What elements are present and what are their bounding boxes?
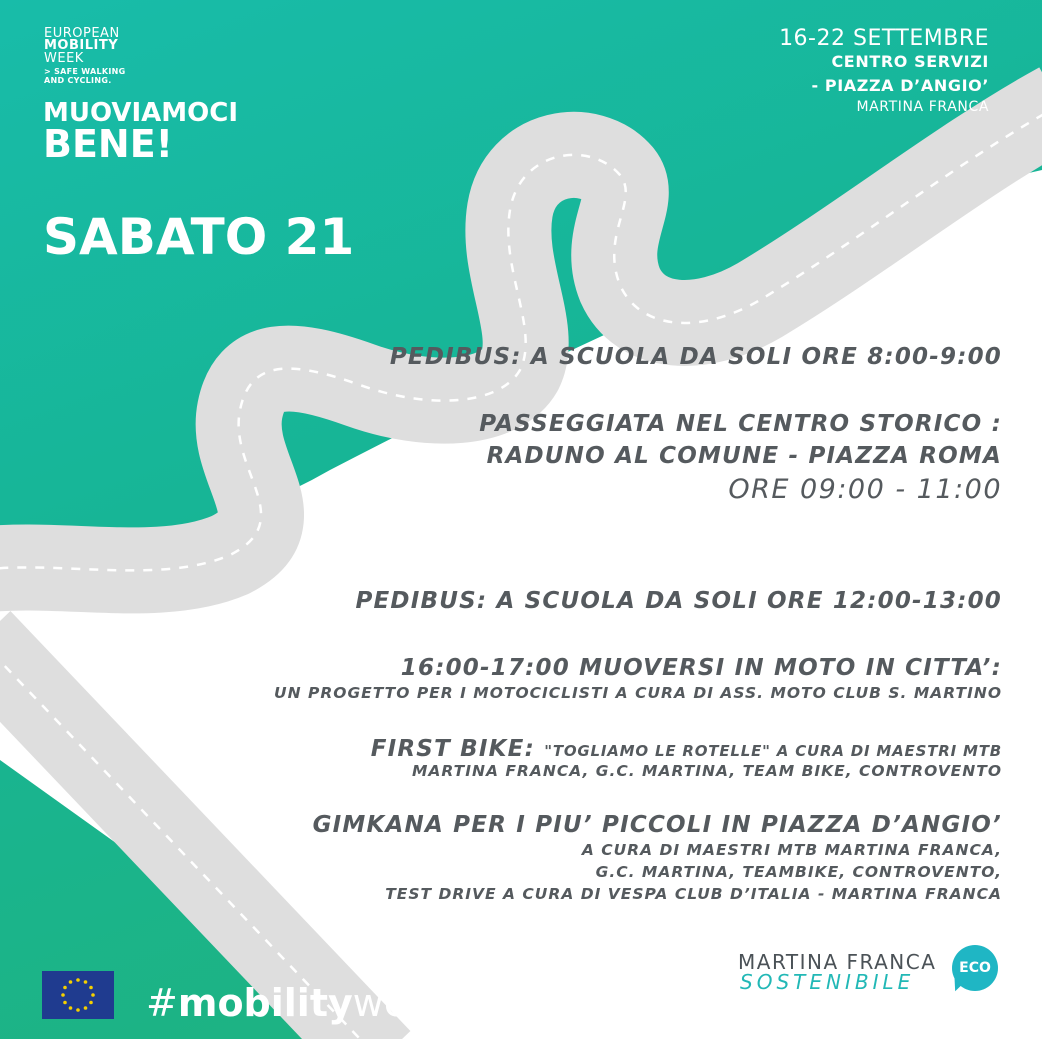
hashtag-hash: # bbox=[146, 981, 178, 1025]
venue-dates: 16-22 SETTEMBRE bbox=[779, 26, 989, 51]
venue-place-2: - PIAZZA D’ANGIO’ bbox=[811, 76, 989, 95]
event-passeggiata-time: ORE 09:00 - 11:00 bbox=[728, 474, 1002, 505]
brand-tag-2: AND CYCLING. bbox=[44, 76, 112, 85]
event-gimkana-sub-1: A CURA DI MAESTRI MTB MARTINA FRANCA, bbox=[581, 841, 1002, 859]
motto-line-1: MUOVIAMOCI bbox=[43, 98, 239, 128]
hashtag-bold: mobility bbox=[177, 981, 353, 1025]
event-pedibus-morning: PEDIBUS: A SCUOLA DA SOLI ORE 8:00-9:00 bbox=[389, 344, 1002, 370]
event-firstbike-inline: "TOGLIAMO LE ROTELLE" A CURA DI MAESTRI MTB bbox=[544, 742, 1002, 760]
brand-line-mobility: MOBILITY bbox=[44, 38, 119, 53]
event-moto-title: 16:00-17:00 MUOVERSI IN MOTO IN CITTA’: bbox=[400, 655, 1002, 681]
venue-place-1: CENTRO SERVIZI bbox=[831, 52, 989, 71]
brand-tag-1: > SAFE WALKING bbox=[44, 67, 126, 76]
eu-flag-icon bbox=[42, 971, 114, 1019]
event-gimkana-sub-2: G.C. MARTINA, TEAMBIKE, CONTROVENTO, bbox=[595, 863, 1002, 881]
eco-badge-icon: ECO bbox=[952, 945, 998, 991]
day-title: SABATO 21 bbox=[43, 208, 355, 266]
motto-line-2: BENE! bbox=[43, 122, 174, 166]
event-passeggiata-line-1: PASSEGGIATA NEL CENTRO STORICO : bbox=[479, 411, 1002, 437]
event-firstbike-sub: MARTINA FRANCA, G.C. MARTINA, TEAM BIKE, CONTROVENTO bbox=[411, 762, 1002, 780]
event-pedibus-noon: PEDIBUS: A SCUOLA DA SOLI ORE 12:00-13:00 bbox=[355, 588, 1002, 614]
brand-line-week: WEEK bbox=[44, 51, 84, 66]
brand-line-european: EUROPEAN bbox=[44, 26, 120, 41]
hashtag bbox=[146, 982, 453, 1024]
event-passeggiata-line-2: RADUNO AL COMUNE - PIAZZA ROMA bbox=[486, 443, 1002, 469]
venue-city: MARTINA FRANCA bbox=[856, 99, 989, 115]
event-gimkana-sub-3: TEST DRIVE A CURA DI VESPA CLUB D’ITALIA - MARTINA FRANCA bbox=[385, 885, 1002, 903]
event-gimkana-title: GIMKANA PER I PIU’ PICCOLI IN PIAZZA D’ANGIO’ bbox=[312, 812, 1002, 838]
logo-line-2: SOSTENIBILE bbox=[740, 970, 915, 994]
event-firstbike-label: FIRST BIKE: bbox=[370, 736, 535, 762]
hashtag-rest: week bbox=[352, 981, 453, 1025]
logo-line-1: MARTINA FRANCA bbox=[738, 950, 937, 974]
event-moto-sub: UN PROGETTO PER I MOTOCICLISTI A CURA DI ASS. MOTO CLUB S. MARTINO bbox=[274, 684, 1002, 702]
martina-franca-logo bbox=[738, 945, 1000, 993]
